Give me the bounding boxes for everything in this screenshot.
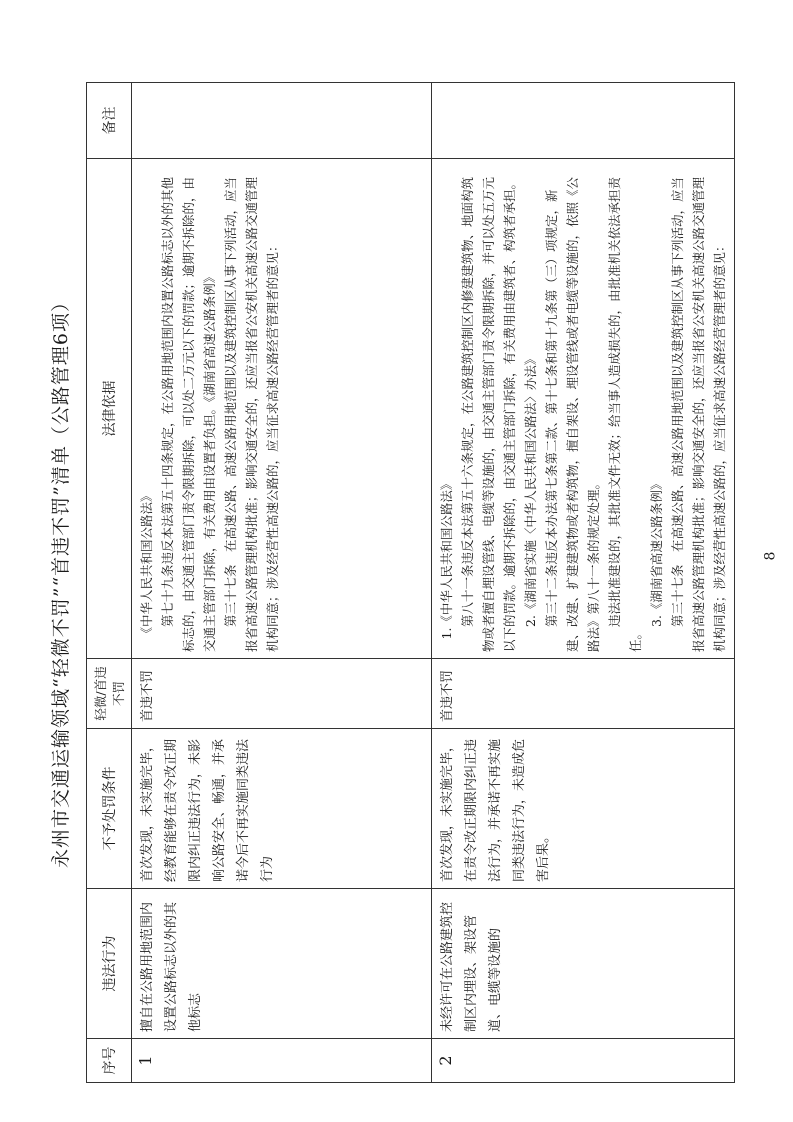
basis-line: 1.《中华人民共和国公路法》 — [439, 477, 454, 640]
exemption-condition: 首次发现，未实施完毕，在责令改正期限内纠正违法行为，并承诺不再实施同类违法行为，未造成危害后果。 — [432, 729, 735, 889]
note-cell — [132, 83, 432, 159]
header-note: 备注 — [87, 83, 132, 159]
page-number: 8 — [762, 551, 779, 561]
header-cond: 不予处罚条件 — [87, 729, 132, 889]
row-number: 2 — [432, 1039, 735, 1083]
basis-line: 第三十二条违反本办法第七条第二款、第十七条和第十九条第（三）项规定，新建、改建、扩建建筑物或者构筑物，擅自架设、埋设管线或者电缆等设施的，依照《公路法》第八十一条的规定处理。 — [544, 176, 601, 652]
basis-line: 违法批准建设的，其批准文件无效；给当事人造成损失的，由批准机关依法承担责任。 — [607, 176, 643, 652]
basis-line: 第三十七条 在高速公路、高速公路用地范围以及建筑控制区从事下列活动，应当报省高速公路管理机构批准；影响交通安全的，还应当报省公安机关高速公路交通管理机构同意；涉及经营性高速公路的，应当征求高速公路经营管理者的意见： — [223, 176, 280, 652]
exemption-type: 首违不罚 — [432, 659, 735, 729]
violation-act: 未经许可在公路建筑控制区内埋设、架设管道、电缆等设施的 — [432, 889, 735, 1039]
legal-basis — [132, 159, 432, 659]
table-row — [132, 83, 432, 1083]
page-title: 永州市交通运输领域“轻微不罚”“首违不罚”清单（公路管理6项） — [50, 292, 72, 868]
rotated-page — [42, 65, 742, 1095]
exemption-condition: 首次发现，未实施完毕，经教育能够在责令改正期限内纠正违法行为，未影响公路安全、畅通，并承诺今后不再实施同类违法行为 — [132, 729, 432, 889]
exemption-type: 首违不罚 — [132, 659, 432, 729]
basis-line: 3.《湖南省高速公路条例》 — [649, 477, 664, 627]
note-cell — [432, 83, 735, 159]
basis-line: 2.《湖南省实施〈中华人民共和国公路法〉办法》 — [523, 352, 538, 627]
basis-line: 《中华人民共和国公路法》 — [139, 489, 154, 640]
header-type: 轻微/首违不罚 — [87, 659, 132, 729]
basis-line: 第八十一条违反本法第五十六条规定，在公路建筑控制区内修建建筑物、地面构筑物或者擅自埋设管线、电缆等设施的，由交通主管部门责令限期拆除，并可以处五万元以下的罚款。逾期不拆除的，由交通主管部门拆除，有关费用由建筑者、构筑者承担。 — [460, 176, 517, 652]
basis-line: 第三十七条 在高速公路、高速公路用地范围以及建筑控制区从事下列活动，应当报省高速公路管理机构批准；影响交通安全的，还应当报省公安机关高速公路交通管理机构同意；涉及经营性高速公路的，应当征求高速公路经营管理者的意见： — [670, 176, 727, 652]
basis-line: 第七十九条违反本法第五十四条规定，在公路用地范围内设置公路标志以外的其他标志的，由交通主管部门责令限期拆除，可以处二万元以下的罚款；逾期不拆除的，由交通主管部门拆除，有关费用由设置者负担。《湖南省高速公路条例》 — [160, 176, 217, 652]
row-number: 1 — [132, 1039, 432, 1083]
penalty-table — [86, 82, 735, 1083]
legal-basis — [432, 159, 735, 659]
header-no: 序号 — [87, 1039, 132, 1083]
table-row — [432, 83, 735, 1083]
table-header-row — [87, 83, 132, 1083]
header-act: 违法行为 — [87, 889, 132, 1039]
violation-act: 擅自在公路用地范围内设置公路标志以外的其他标志 — [132, 889, 432, 1039]
header-basis: 法律依据 — [87, 159, 132, 659]
